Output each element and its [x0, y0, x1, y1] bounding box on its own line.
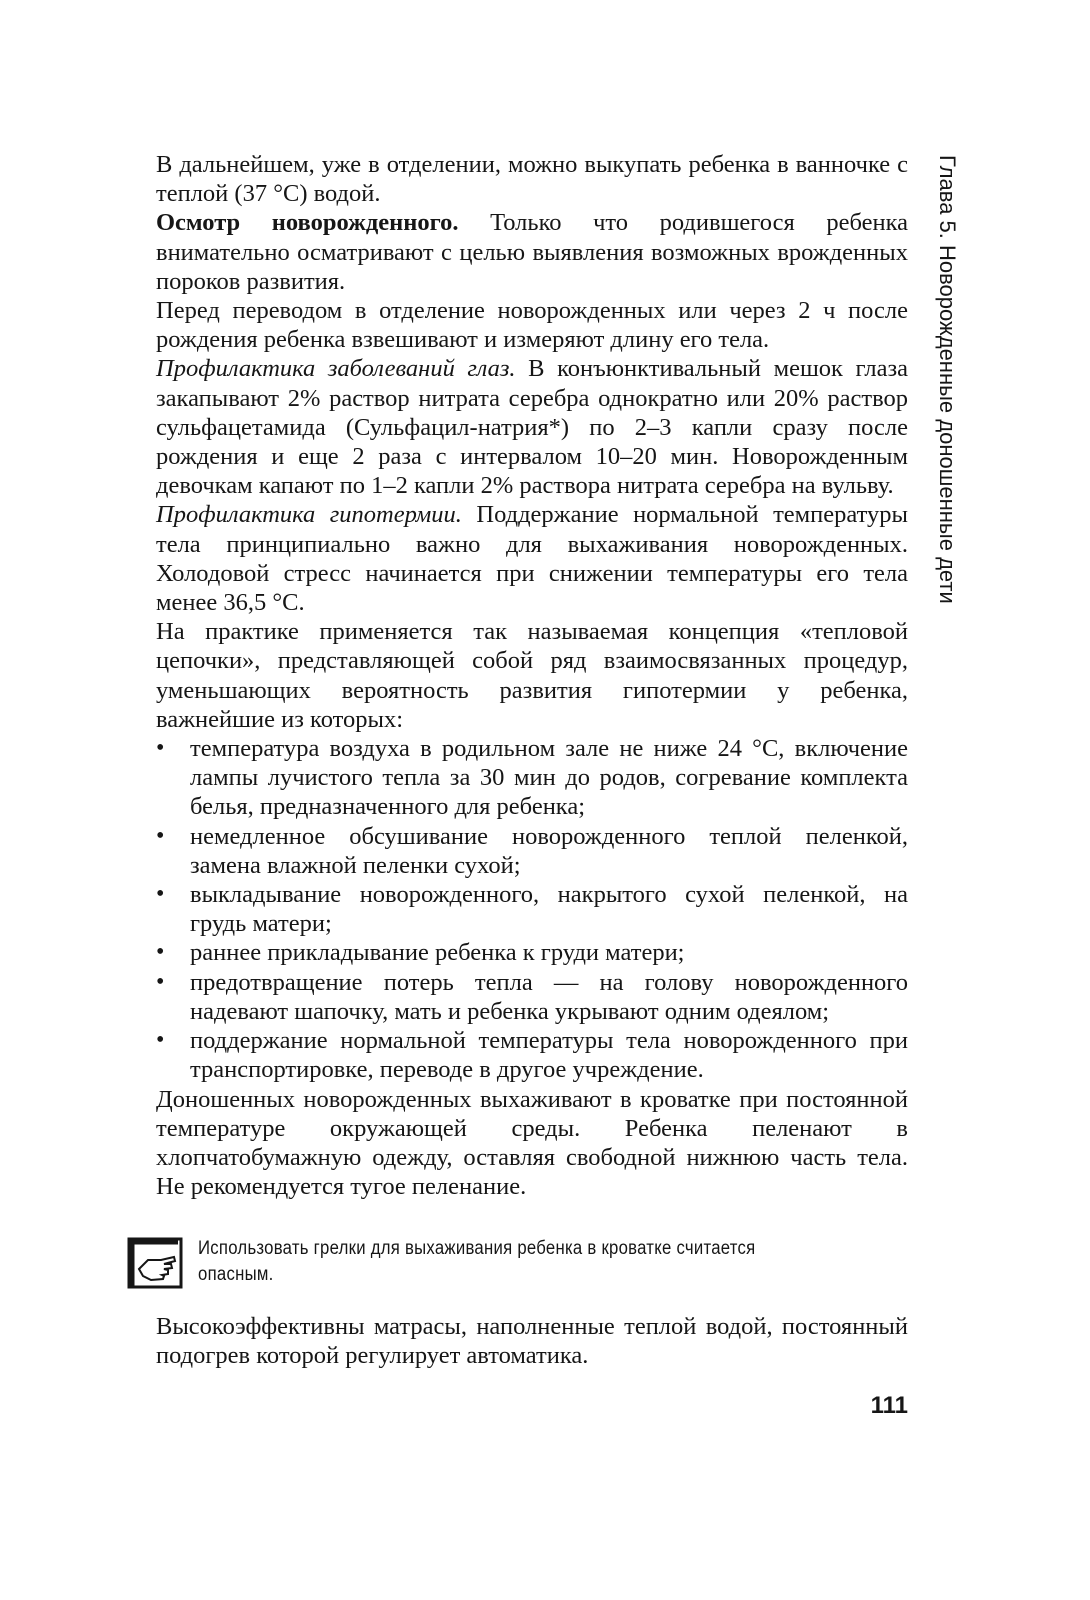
paragraph-examination-text: Только что родившегося ребенка внимательно осматривают с целью выявления возможных врожденных пороков развития. [156, 209, 908, 295]
list-item: • поддержание нормальной температуры тела новорожденного при транспортировке, переводе в другое учреждение. [156, 1026, 908, 1084]
paragraph-mattresses: Высокоэффективны матрасы, наполненные теплой водой, постоянный подогрев которой регулирует автоматика. [156, 1313, 908, 1370]
heading-hypothermia: Профилактика гипотермии. [156, 501, 462, 529]
paragraph-eye-prophylaxis-text: В конъюнктивальный мешок глаза закапывают 2% раствор нитрата серебра однократно или 20% раствор сульфацетамида (Сульфацил-натрия*) по 2–3 капли сразу после рождения и еще 2 раза с интервалом 10–20 мин. Новорожденным девочкам капают по 1–2 капли 2% раствора нитрата серебра на вульву. [156, 355, 909, 500]
main-text [156, 150, 908, 1201]
warning-note-text: Использовать грелки для выхаживания ребенка в кроватке считается опасным. [198, 1238, 756, 1285]
warning-note [126, 1236, 910, 1290]
paragraph-weighing: Перед переводом в отделение новорожденных или через 2 ч после рождения ребенка взвешивают и измеряют длину его тела. [156, 297, 908, 354]
paragraph-hypothermia [156, 500, 908, 617]
page-number: 111 [870, 1392, 908, 1419]
list-item: • немедленное обсушивание новорожденного теплой пеленкой, замена влажной пеленки сухой; [156, 822, 908, 880]
chapter-sidebar [934, 155, 964, 625]
warm-chain-list [156, 734, 908, 1084]
pointing-hand-icon [126, 1236, 184, 1290]
paragraph-care: Доношенных новорожденных выхаживают в кроватке при постоянной температуре окружающей среды. Ребенка пеленают в хлопчатобумажную одежду, оставляя свободной нижнюю часть тела. Не рекомендуется тугое пеленание. [156, 1085, 908, 1201]
paragraph-warm-chain: На практике применяется так называемая концепция «тепловой цепочки», представляющей собой ряд взаимосвязанных процедур, уменьшающих вероятность развития гипотермии у ребенка, важнейшие из которых: [156, 618, 908, 733]
heading-eye-prophylaxis: Профилактика заболеваний глаз. [156, 355, 516, 383]
list-item: • раннее прикладывание ребенка к груди матери; [156, 938, 908, 967]
list-item: • предотвращение потерь тепла — на голову новорожденного надевают шапочку, мать и ребенка укрывают одним одеялом; [156, 968, 908, 1026]
paragraph-bath: В дальнейшем, уже в отделении, можно выкупать ребенка в ванночке с теплой (37 °С) водой. [156, 151, 908, 208]
paragraph-eye-prophylaxis [156, 354, 908, 500]
paragraph-hypothermia-text: Поддержание нормальной температуры тела принципиально важно для выхаживания новорожденных. Холодовой стресс начинается при снижении температуры его тела менее 36,5 °С. [156, 501, 908, 617]
chapter-caption: Глава 5. Новорожденные доношенные дети [935, 155, 960, 604]
heading-examination: Осмотр новорожденного. [156, 209, 459, 237]
paragraph-examination [156, 208, 908, 296]
list-item: • температура воздуха в родильном зале не ниже 24 °С, включение лампы лучистого тепла за 30 мин до родов, согревание комплекта белья, предназначенного для ребенка; [156, 734, 908, 822]
list-item: • выкладывание новорожденного, накрытого сухой пеленкой, на грудь матери; [156, 880, 908, 938]
